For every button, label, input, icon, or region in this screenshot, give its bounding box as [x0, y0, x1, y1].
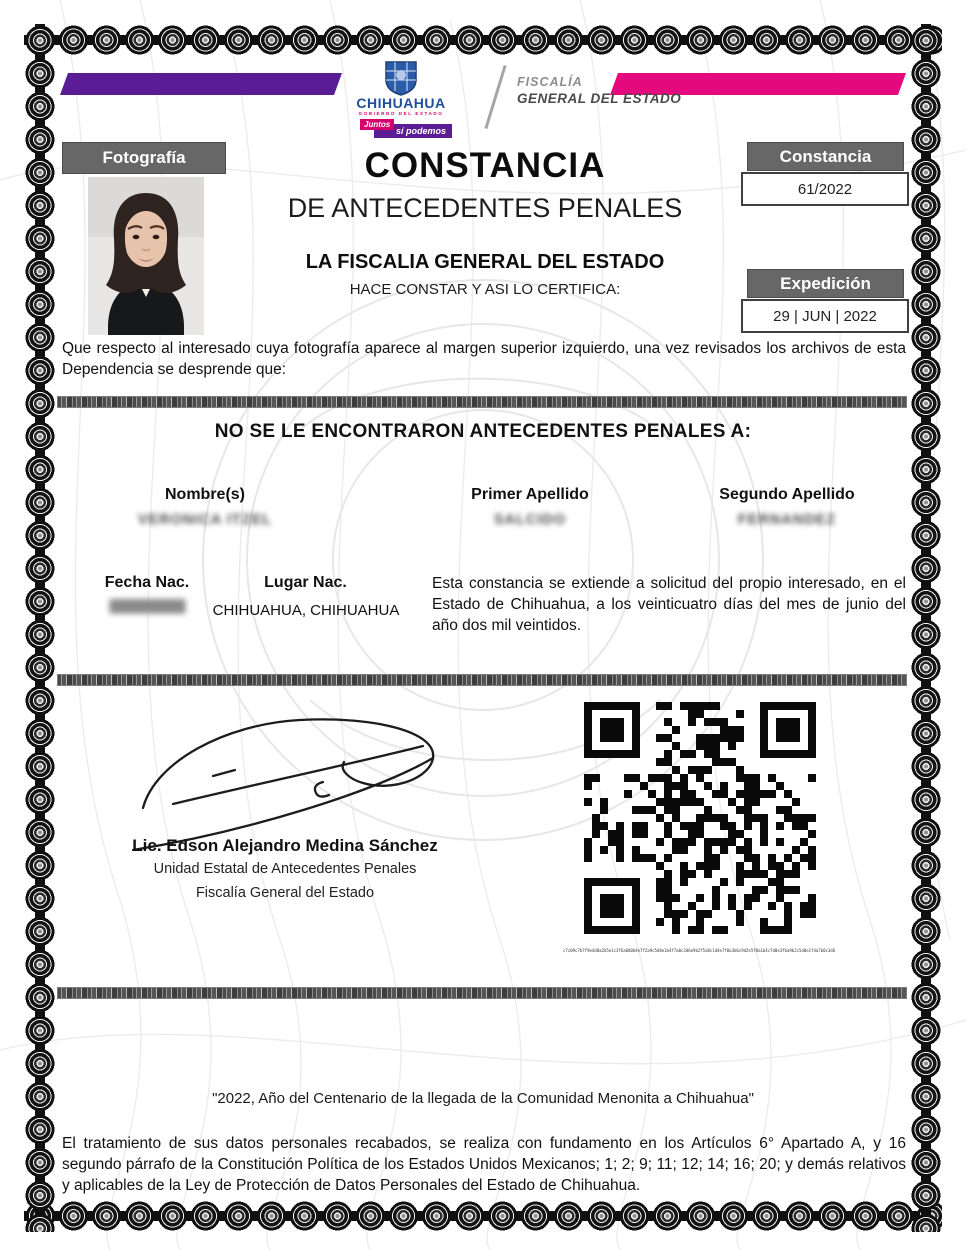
- lugar-nac-label: Lugar Nac.: [264, 574, 347, 591]
- title-antecedentes: DE ANTECEDENTES PENALES: [287, 193, 683, 223]
- signer-unit: Unidad Estatal de Antecedentes Penales: [153, 861, 417, 877]
- lugar-nac-value: CHIHUAHUA, CHIHUAHUA: [212, 602, 400, 619]
- fecha-nac-value: ██████████: [109, 599, 185, 613]
- qr-code: [584, 702, 816, 934]
- footer-quote: "2022, Año del Centenario de la llegada de la Comunidad Menonita a Chihuahua": [212, 1090, 754, 1107]
- expedicion-label-box: [747, 269, 904, 298]
- expedicion-date-box: [741, 299, 909, 333]
- org-name-line1: FISCALÍA: [517, 75, 583, 89]
- border-left-ornament: [24, 24, 56, 1232]
- chihuahua-shield-icon: [383, 60, 419, 96]
- signer-name: Lic. Edson Alejandro Medina Sánchez: [132, 836, 438, 855]
- constancia-label-box: [747, 142, 904, 171]
- qr-hash-text: c7c09c7b7f9e4d8a2b5e1c3f6a8d0b4e7f2a9c5d8e1b4f7a0c3d6e9b2f5a8c1d4e7f0a3b6c9d2e5f8a1b4c7d0e3f6a9b2c5d8e1f4a7b0c3d6: [563, 948, 836, 953]
- portrait-photo: [88, 177, 204, 335]
- photo-label-box: [62, 142, 226, 174]
- separator-band-2: [57, 674, 907, 686]
- segundo-apellido-label: Segundo Apellido: [719, 486, 855, 503]
- border-top-ornament: [24, 24, 942, 56]
- primer-apellido-label: Primer Apellido: [471, 486, 589, 503]
- border-bottom-ornament: [24, 1200, 942, 1232]
- title-fiscalia: LA FISCALIA GENERAL DEL ESTADO: [305, 251, 665, 273]
- separator-band-3: [57, 987, 907, 999]
- signer-org: Fiscalía General del Estado: [195, 885, 375, 901]
- expedicion-date: 29 | JUN | 2022: [773, 307, 877, 325]
- constancia-number-box: [741, 172, 909, 206]
- title-block: [235, 146, 735, 298]
- nombre-value: VERONICA ITZEL: [137, 512, 273, 528]
- photo-label: Fotografía: [102, 148, 186, 167]
- header-bar-purple: [60, 73, 342, 95]
- border-right-ornament: [910, 24, 942, 1232]
- separator-band-1: [57, 396, 907, 408]
- title-certifica: HACE CONSTAR Y ASI LO CERTIFICA:: [349, 281, 621, 298]
- title-constancia: CONSTANCIA: [364, 146, 606, 185]
- state-subtitle: GOBIERNO DEL ESTADO: [358, 111, 444, 116]
- segundo-apellido-value: FERNANDEZ: [737, 512, 837, 528]
- motto-right: sí podemos: [374, 124, 452, 138]
- expedicion-label: Expedición: [780, 273, 871, 293]
- issuance-paragraph: Esta constancia se extiende a solicitud del propio interesado, en el Estado de Chihuahua, a los veinticuatro días del mes de junio del año dos mil veintidos.: [432, 575, 906, 634]
- constancia-label: Constancia: [779, 146, 872, 166]
- privacy-paragraph: El tratamiento de sus datos personales recabados, se realiza con fundamento en los Artículos 6° Apartado A, y 16 segundo párrafo de la Constitución Política de los Estados Unidos Mexicanos; 1; 2; 9; 11; 12; 14; 16; 20; y demás relativos y aplicables de la Ley de Protección de Datos Personales del Estado de Chihuahua.: [62, 1135, 906, 1195]
- signature-flourish: [125, 710, 460, 855]
- result-heading: NO SE LE ENCONTRARON ANTECEDENTES PENALES A:: [214, 421, 752, 442]
- nombre-label: Nombre(s): [164, 486, 245, 503]
- org-name-line2: GENERAL DEL ESTADO: [517, 91, 682, 106]
- intro-paragraph: Que respecto al interesado cuya fotografía aparece al margen superior izquierdo, una vez revisados los archivos de esta Dependencia se desprende que:: [62, 340, 906, 378]
- fecha-nac-label: Fecha Nac.: [104, 574, 190, 591]
- motto-left: Juntos: [360, 119, 394, 130]
- primer-apellido-value: SALCIDO: [493, 512, 567, 528]
- constancia-number: 61/2022: [797, 180, 853, 198]
- state-name: CHIHUAHUA: [356, 95, 446, 111]
